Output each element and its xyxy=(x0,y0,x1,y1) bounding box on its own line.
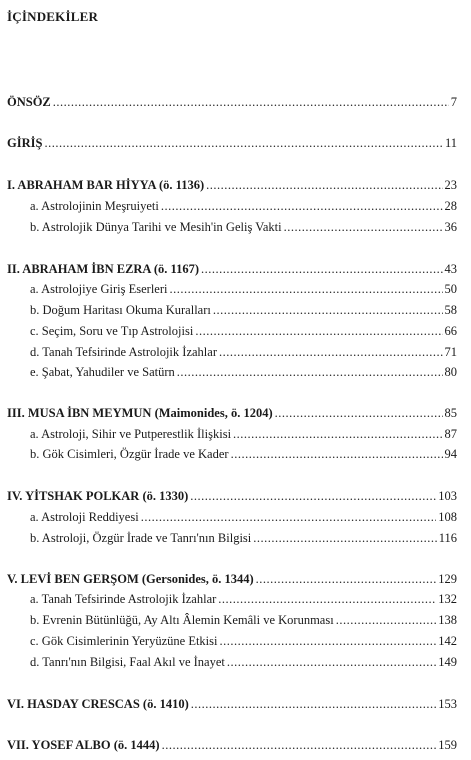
toc-chapter-4[interactable] xyxy=(7,488,457,504)
toc-entry-label: d. Tanah Tefsirinde Astrolojik İzahlar xyxy=(30,345,217,359)
toc-subentry[interactable] xyxy=(30,426,457,442)
toc-subentry[interactable] xyxy=(30,364,457,380)
toc-entry-label: a. Astroloji Reddiyesi xyxy=(30,510,139,524)
toc-page-number: 116 xyxy=(438,531,457,545)
toc-page-number: 66 xyxy=(444,324,457,338)
toc-page-number: 142 xyxy=(438,634,457,648)
toc-chapter-2[interactable] xyxy=(7,261,457,277)
toc-entry-label: II. ABRAHAM İBN EZRA (ö. 1167) xyxy=(7,262,200,276)
toc-page-number: 132 xyxy=(438,592,457,606)
toc-entry-label: b. Doğum Haritası Okuma Kuralları xyxy=(30,303,211,317)
toc-entry-label: b. Astroloji, Özgür İrade ve Tanrı'nın Bilgisi xyxy=(30,531,252,545)
toc-entry-label: b. Evrenin Bütünlüğü, Ay Altı Âlemin Kemâli ve Korunması xyxy=(30,613,334,627)
toc-subentry[interactable] xyxy=(30,654,457,670)
toc-page-number: 108 xyxy=(438,510,457,524)
dot-leader xyxy=(169,281,442,297)
dot-leader xyxy=(44,135,443,151)
toc-page-number: 138 xyxy=(438,613,457,627)
toc-subentry[interactable] xyxy=(30,612,457,628)
dot-leader xyxy=(336,612,437,628)
toc-page-number: 159 xyxy=(438,738,457,752)
dot-leader xyxy=(201,261,442,277)
dot-leader xyxy=(231,446,443,462)
toc-entry-label: ÖNSÖZ xyxy=(7,95,51,109)
toc-page-number: 11 xyxy=(444,136,457,150)
toc-entry-label: a. Astroloji, Sihir ve Putperestlik İlişkisi xyxy=(30,427,232,441)
toc-page-number: 129 xyxy=(438,572,457,586)
dot-leader xyxy=(253,530,436,546)
toc-subentry[interactable] xyxy=(30,633,457,649)
toc-entry-label: b. Gök Cisimleri, Özgür İrade ve Kader xyxy=(30,447,229,461)
dot-leader xyxy=(195,323,442,339)
dot-leader xyxy=(220,633,437,649)
dot-leader xyxy=(275,405,443,421)
dot-leader xyxy=(256,571,437,587)
toc-subentry[interactable] xyxy=(30,281,457,297)
dot-leader xyxy=(191,696,437,712)
toc-subentry[interactable] xyxy=(30,198,457,214)
toc-subentry[interactable] xyxy=(30,344,457,360)
toc-chapter-5[interactable] xyxy=(7,571,457,587)
toc-page-number: 36 xyxy=(444,220,457,234)
toc-entry-label: VI. HASDAY CRESCAS (ö. 1410) xyxy=(7,697,189,711)
toc-subentry[interactable] xyxy=(30,509,457,525)
toc-page-number: 85 xyxy=(444,406,457,420)
toc-entry-label: IV. YİTSHAK POLKAR (ö. 1330) xyxy=(7,489,189,503)
toc-page-number: 149 xyxy=(438,655,457,669)
toc-page-number: 43 xyxy=(444,262,457,276)
toc-chapter-7[interactable] xyxy=(7,737,457,753)
toc-page-number: 23 xyxy=(444,178,457,192)
toc-page-number: 50 xyxy=(444,282,457,296)
toc-entry-label: V. LEVİ BEN GERŞOM (Gersonides, ö. 1344) xyxy=(7,572,254,586)
toc-entry-label: b. Astrolojik Dünya Tarihi ve Mesih'in Geliş Vakti xyxy=(30,220,282,234)
toc-chapter-3[interactable] xyxy=(7,405,457,421)
toc-subentry[interactable] xyxy=(30,219,457,235)
toc-entry-label: a. Astrolojiye Giriş Eserleri xyxy=(30,282,168,296)
dot-leader xyxy=(177,364,443,380)
toc-entry-label: c. Gök Cisimlerinin Yeryüzüne Etkisi xyxy=(30,634,218,648)
toc-entry-label: a. Tanah Tefsirinde Astrolojik İzahlar xyxy=(30,592,217,606)
dot-leader xyxy=(161,198,443,214)
toc-entry-onsoz[interactable] xyxy=(7,94,457,110)
toc-entry-label: I. ABRAHAM BAR HİYYA (ö. 1136) xyxy=(7,178,205,192)
toc-page-number: 80 xyxy=(444,365,457,379)
toc-page-number: 7 xyxy=(450,95,457,109)
dot-leader xyxy=(284,219,443,235)
toc-subentry[interactable] xyxy=(30,323,457,339)
toc-entry-label: d. Tanrı'nın Bilgisi, Faal Akıl ve İnayet xyxy=(30,655,225,669)
toc-entry-label: c. Seçim, Soru ve Tıp Astrolojisi xyxy=(30,324,194,338)
toc-chapter-1[interactable] xyxy=(7,177,457,193)
dot-leader xyxy=(162,737,437,753)
toc-page-number: 153 xyxy=(438,697,457,711)
dot-leader xyxy=(218,591,436,607)
dot-leader xyxy=(53,94,449,110)
dot-leader xyxy=(213,302,443,318)
toc-page-number: 103 xyxy=(438,489,457,503)
toc-title: İÇİNDEKİLER xyxy=(7,9,99,24)
toc-page-number: 71 xyxy=(444,345,457,359)
toc-subentry[interactable] xyxy=(30,591,457,607)
toc-entry-label: a. Astrolojinin Meşruiyeti xyxy=(30,199,159,213)
toc-subentry[interactable] xyxy=(30,302,457,318)
toc-subentry[interactable] xyxy=(30,446,457,462)
toc-chapter-6[interactable] xyxy=(7,696,457,712)
toc-entry-label: VII. YOSEF ALBO (ö. 1444) xyxy=(7,738,160,752)
toc-entry-giris[interactable] xyxy=(7,135,457,151)
toc-entry-label: III. MUSA İBN MEYMUN (Maimonides, ö. 1204) xyxy=(7,406,273,420)
toc-page-number: 28 xyxy=(444,199,457,213)
dot-leader xyxy=(190,488,436,504)
dot-leader xyxy=(233,426,442,442)
toc-page-number: 58 xyxy=(444,303,457,317)
dot-leader xyxy=(219,344,443,360)
toc-entry-label: e. Şabat, Yahudiler ve Satürn xyxy=(30,365,175,379)
dot-leader xyxy=(141,509,437,525)
toc-page-number: 87 xyxy=(444,427,457,441)
dot-leader xyxy=(206,177,442,193)
toc-subentry[interactable] xyxy=(30,530,457,546)
dot-leader xyxy=(227,654,436,670)
toc-entry-label: GİRİŞ xyxy=(7,136,43,150)
toc-page-number: 94 xyxy=(444,447,457,461)
